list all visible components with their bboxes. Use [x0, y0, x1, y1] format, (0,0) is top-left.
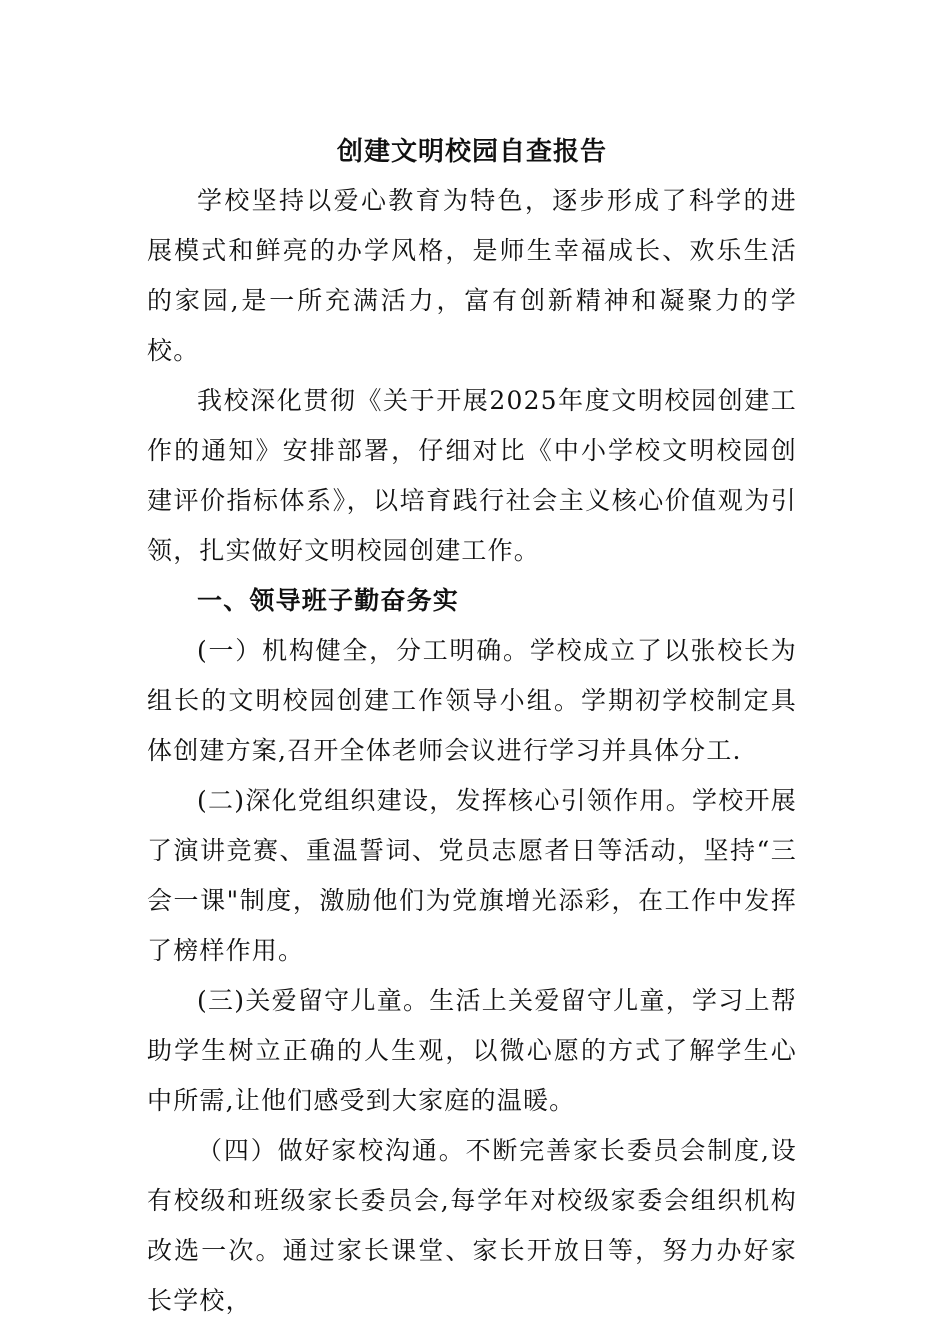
section1-item-4: （四）做好家校沟通。不断完善家长委员会制度,设有校级和班级家长委员会,每学年对校级家委会组织机构改选一次。通过家长课堂、家长开放日等，努力办好家长学校， [147, 1136, 797, 1315]
section-heading-1: 一、领导班子勤奋务实 [197, 586, 460, 615]
intro-paragraph-2: 我校深化贯彻《关于开展2025年度文明校园创建工作的通知》安排部署，仔细对比《中小学校文明校园创建评价指标体系》，以培育践行社会主义核心价值观为引领，扎实做好文明校园创建工作。 [147, 386, 797, 565]
document-body [147, 128, 797, 1326]
section1-item-2: (二)深化党组织建设，发挥核心引领作用。学校开展了演讲竞赛、重温誓词、党员志愿者日等活动，坚持“三会一课"制度，激励他们为党旗增光添彩，在工作中发挥了榜样作用。 [147, 786, 797, 965]
section1-item-1: (一）机构健全，分工明确。学校成立了以张校长为组长的文明校园创建工作领导小组。学期初学校制定具体创建方案,召开全体老师会议进行学习并具体分工. [147, 636, 797, 765]
intro-paragraph-1: 学校坚持以爱心教育为特色，逐步形成了科学的进展模式和鲜亮的办学风格，是师生幸福成长、欢乐生活的家园,是一所充满活力，富有创新精神和凝聚力的学校。 [147, 186, 797, 365]
section1-item-3: (三)关爱留守儿童。生活上关爱留守儿童，学习上帮助学生树立正确的人生观，以微心愿的方式了解学生心中所需,让他们感受到大家庭的温暖。 [147, 986, 797, 1115]
document-title: 创建文明校园自查报告 [336, 137, 607, 167]
